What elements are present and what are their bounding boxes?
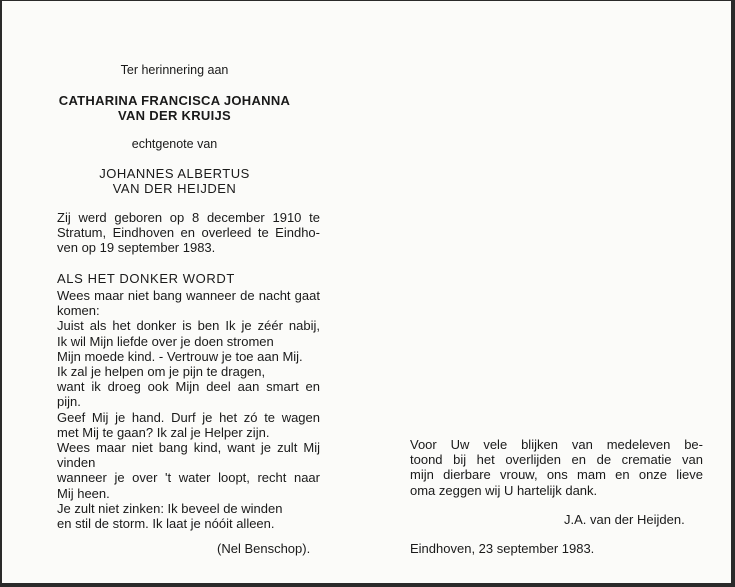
bio-paragraph: [57, 210, 320, 256]
poem-line: Mij heen.: [57, 485, 110, 501]
spouse-name-line1: JOHANNES ALBERTUS: [99, 166, 250, 181]
bio-line: ven op 19 september 1983.: [57, 240, 216, 256]
poem-line: want ik droeg ook Mijn deel aan smart en: [57, 379, 320, 395]
poem-line: Je zult niet zinken: Ik beveel de winden: [57, 500, 283, 516]
signature: J.A. van der Heijden.: [564, 512, 685, 527]
poem-line: komen:: [57, 303, 100, 319]
intro-text: Ter herinnering aan: [120, 63, 229, 77]
relation-text: echtgenote van: [131, 137, 218, 151]
thanks-paragraph: [410, 437, 703, 498]
poem-line: wanneer je over 't water loopt, recht naar: [57, 470, 320, 486]
bio-line: Stratum, Eindhoven en overleed te Eindho-: [57, 225, 320, 241]
poem-line: Ik wil Mijn liefde over je doen stromen: [57, 333, 274, 349]
thanks-line: mijn dierbare vrouw, ons mam en onze lieve: [410, 467, 703, 483]
thanks-line: Voor Uw vele blijken van medeleven be-: [410, 437, 703, 452]
poem: [57, 288, 320, 531]
poem-author: (Nel Benschop).: [217, 541, 311, 556]
bio-line: Zij werd geboren op 8 december 1910 te: [57, 210, 320, 225]
poem-line: Ik zal je helpen om je pijn te dragen,: [57, 364, 266, 380]
poem-line: pijn.: [57, 394, 81, 410]
thanks-line: toond bij het overlijden en de crematie van: [410, 452, 703, 468]
poem-line: met Mij te gaan? Ik zal je Helper zijn.: [57, 424, 270, 440]
poem-title: ALS HET DONKER WORDT: [57, 271, 235, 286]
thanks-line: oma zeggen wij U hartelijk dank.: [410, 482, 598, 498]
poem-line: Geef Mij je hand. Durf je het zó te wagen: [57, 409, 320, 425]
poem-line: Mijn moede kind. - Vertrouw je toe aan Mij.: [57, 348, 303, 364]
deceased-name-line1: CATHARINA FRANCISCA JOHANNA: [58, 93, 291, 108]
memorial-card: [2, 1, 731, 583]
poem-line: Juist als het donker is ben Ik je zéér nabij,: [57, 318, 320, 334]
poem-line: en stil de storm. Ik laat je nóóit alleen.: [57, 516, 275, 532]
poem-line: Wees maar niet bang wanneer de nacht gaat: [57, 288, 320, 303]
spouse-name-line2: VAN DER HEIJDEN: [112, 181, 237, 196]
place-date: Eindhoven, 23 september 1983.: [410, 541, 595, 556]
poem-line: Wees maar niet bang kind, want je zult Mij: [57, 440, 320, 456]
deceased-name-line2: VAN DER KRUIJS: [117, 108, 232, 123]
poem-line: vinden: [57, 455, 96, 471]
